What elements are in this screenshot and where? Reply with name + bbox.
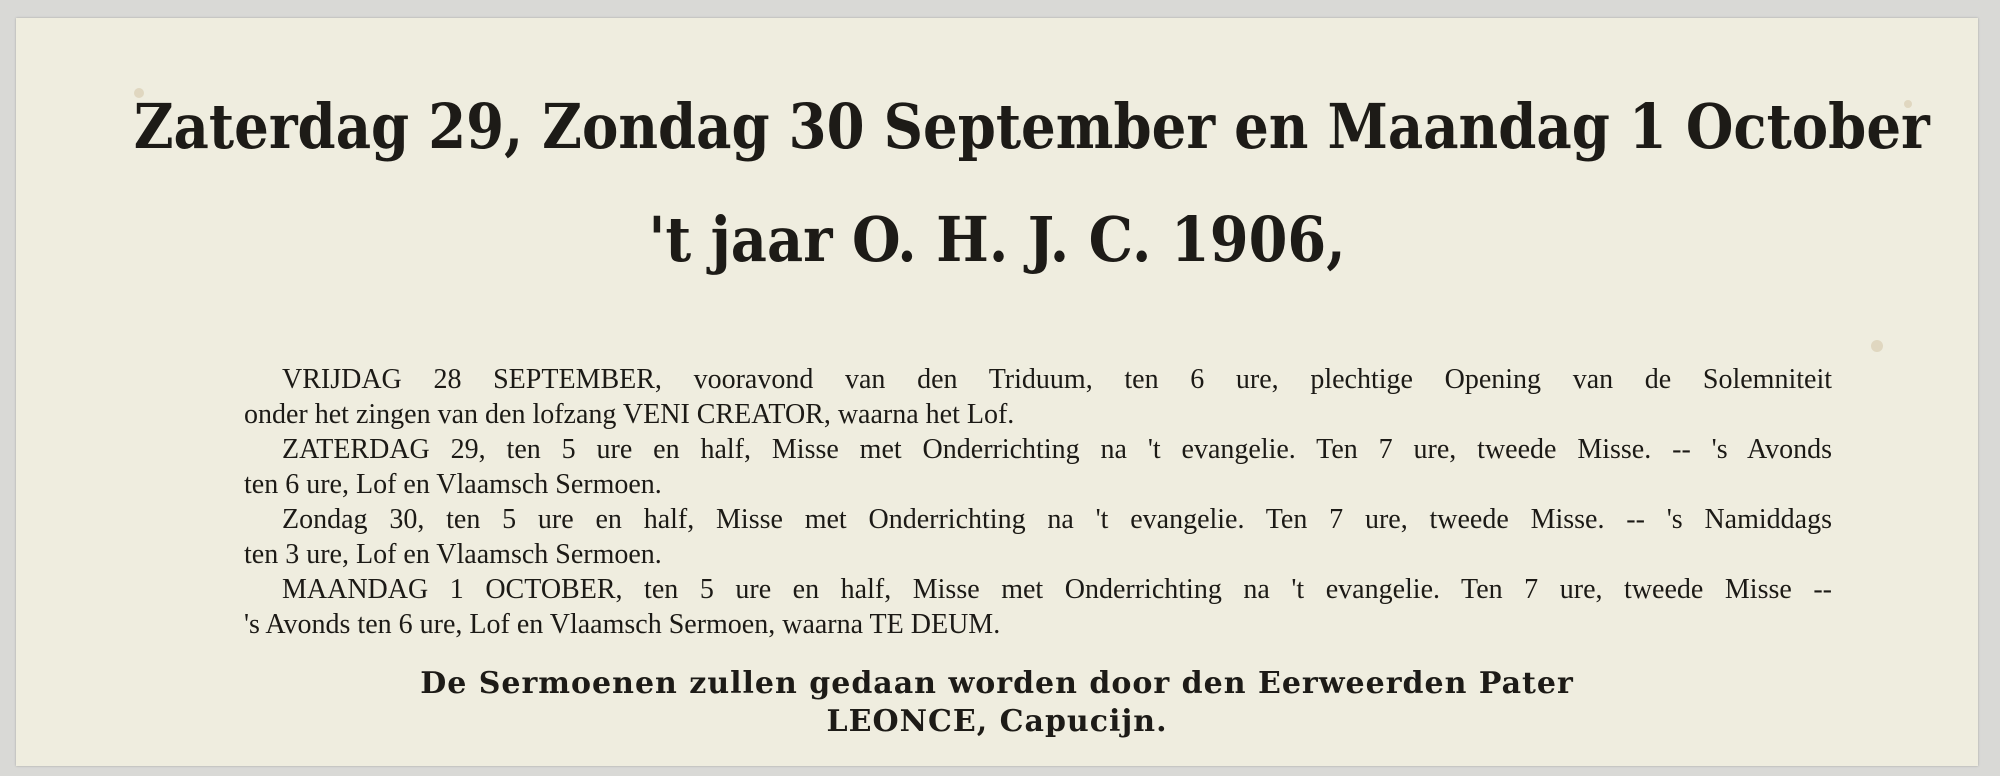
program-line: ten 6 ure, Lof en Vlaamsch Sermoen. xyxy=(244,469,662,500)
poster-title-line-2: 't jaar O. H. J. C. 1906, xyxy=(648,203,1346,276)
program-line: VRIJDAG 28 SEPTEMBER, vooravond van den Triduum, ten 6 ure, plechtige Opening van de Solemniteit xyxy=(282,364,1832,395)
program-text xyxy=(244,362,1832,642)
program-line: MAANDAG 1 OCTOBER, ten 5 ure en half, Misse met Onderrichting na 't evangelie. Ten 7 ure, tweede Misse -- xyxy=(282,574,1832,605)
program-line: Zondag 30, ten 5 ure en half, Misse met Onderrichting na 't evangelie. Ten 7 ure, tweede Misse. -- 's Namiddags xyxy=(282,504,1832,535)
program-line: 's Avonds ten 6 ure, Lof en Vlaamsch Sermoen, waarna TE DEUM. xyxy=(244,609,1001,640)
poster-title-line-1: Zaterdag 29, Zondag 30 September en Maandag 1 October xyxy=(133,90,1930,163)
paper-stain xyxy=(1871,340,1883,352)
preacher-notice: De Sermoenen zullen gedaan worden door den Eerweerden Pater xyxy=(420,666,1574,701)
program-line: onder het zingen van den lofzang VENI CREATOR, waarna het Lof. xyxy=(244,399,1015,430)
poster-sheet xyxy=(16,18,1978,766)
program-line: ten 3 ure, Lof en Vlaamsch Sermoen. xyxy=(244,539,662,570)
program-line: ZATERDAG 29, ten 5 ure en half, Misse met Onderrichting na 't evangelie. Ten 7 ure, tweede Misse. -- 's Avonds xyxy=(282,434,1832,465)
preacher-name: LEONCE, Capucijn. xyxy=(826,704,1168,739)
